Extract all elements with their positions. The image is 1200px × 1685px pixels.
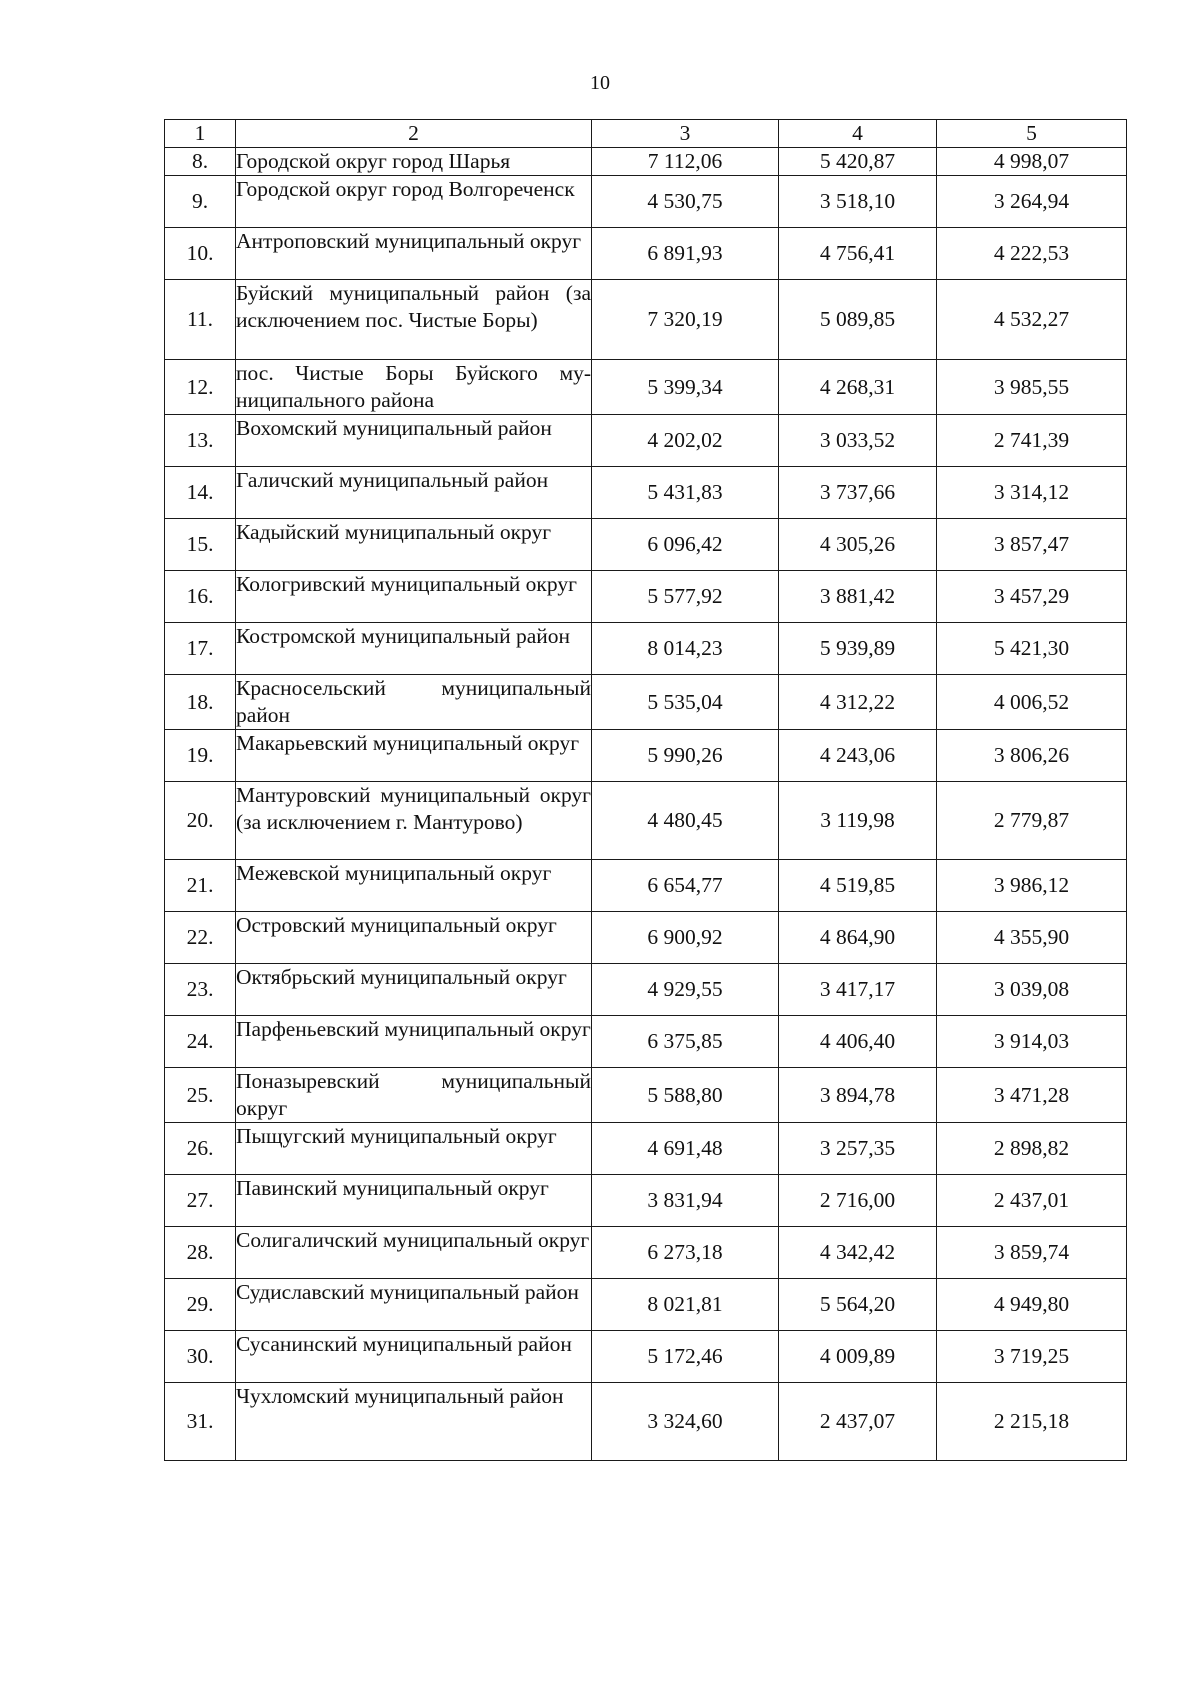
row-number-cell: 18. <box>165 675 236 730</box>
value-col4-cell: 4 305,26 <box>779 519 937 571</box>
municipality-name-cell: Павинский муниципальный округ <box>236 1175 592 1227</box>
header-cell-5: 5 <box>937 120 1127 148</box>
municipality-name-cell: Мантуровский муниципальный округ (за исключением г. Мантурово) <box>236 782 592 860</box>
value-col4-cell: 5 564,20 <box>779 1279 937 1331</box>
value-col3-cell: 5 431,83 <box>592 467 779 519</box>
table-body <box>165 148 1127 1461</box>
table-row <box>165 360 1127 415</box>
row-number-cell: 29. <box>165 1279 236 1331</box>
value-col5-cell: 3 914,03 <box>937 1016 1127 1068</box>
table-row <box>165 1123 1127 1175</box>
value-col3-cell: 4 691,48 <box>592 1123 779 1175</box>
municipality-name-cell: Антроповский муниципальный округ <box>236 228 592 280</box>
value-col4-cell: 4 009,89 <box>779 1331 937 1383</box>
value-col5-cell: 4 532,27 <box>937 280 1127 360</box>
row-number-cell: 19. <box>165 730 236 782</box>
municipality-name-cell: Макарьевский муниципальный округ <box>236 730 592 782</box>
table-row <box>165 176 1127 228</box>
header-row <box>165 120 1127 148</box>
table-row <box>165 912 1127 964</box>
value-col5-cell: 3 457,29 <box>937 571 1127 623</box>
table-row <box>165 730 1127 782</box>
value-col5-cell: 3 719,25 <box>937 1331 1127 1383</box>
value-col3-cell: 3 831,94 <box>592 1175 779 1227</box>
value-col3-cell: 6 273,18 <box>592 1227 779 1279</box>
value-col5-cell: 3 471,28 <box>937 1068 1127 1123</box>
data-table <box>164 119 1127 1461</box>
row-number-cell: 21. <box>165 860 236 912</box>
value-col5-cell: 5 421,30 <box>937 623 1127 675</box>
value-col5-cell: 3 857,47 <box>937 519 1127 571</box>
value-col3-cell: 7 112,06 <box>592 148 779 176</box>
municipality-name-cell: Островский муниципальный округ <box>236 912 592 964</box>
table-row <box>165 782 1127 860</box>
row-number-cell: 24. <box>165 1016 236 1068</box>
value-col3-cell: 5 577,92 <box>592 571 779 623</box>
header-cell-4: 4 <box>779 120 937 148</box>
value-col4-cell: 5 089,85 <box>779 280 937 360</box>
value-col3-cell: 8 021,81 <box>592 1279 779 1331</box>
row-number-cell: 15. <box>165 519 236 571</box>
table-row <box>165 1175 1127 1227</box>
value-col4-cell: 2 716,00 <box>779 1175 937 1227</box>
municipality-name-cell: Красносельский муниципальный район <box>236 675 592 730</box>
value-col5-cell: 4 355,90 <box>937 912 1127 964</box>
value-col4-cell: 5 420,87 <box>779 148 937 176</box>
table-row <box>165 860 1127 912</box>
value-col4-cell: 4 519,85 <box>779 860 937 912</box>
value-col5-cell: 2 741,39 <box>937 415 1127 467</box>
municipality-name-cell: Межевской муниципальный округ <box>236 860 592 912</box>
table-row <box>165 1279 1127 1331</box>
value-col3-cell: 5 990,26 <box>592 730 779 782</box>
row-number-cell: 13. <box>165 415 236 467</box>
municipality-name-cell: Чухломский муниципальный район <box>236 1383 592 1461</box>
table-row <box>165 1383 1127 1461</box>
value-col4-cell: 3 257,35 <box>779 1123 937 1175</box>
value-col3-cell: 7 320,19 <box>592 280 779 360</box>
value-col4-cell: 4 342,42 <box>779 1227 937 1279</box>
row-number-cell: 16. <box>165 571 236 623</box>
row-number-cell: 31. <box>165 1383 236 1461</box>
row-number-cell: 30. <box>165 1331 236 1383</box>
value-col4-cell: 4 406,40 <box>779 1016 937 1068</box>
value-col4-cell: 3 119,98 <box>779 782 937 860</box>
municipality-name-cell: пос. Чистые Боры Буйского муниципального района <box>236 360 592 415</box>
table-row <box>165 1068 1127 1123</box>
municipality-name-cell: Кадыйский муниципальный округ <box>236 519 592 571</box>
value-col4-cell: 4 756,41 <box>779 228 937 280</box>
row-number-cell: 12. <box>165 360 236 415</box>
value-col4-cell: 3 518,10 <box>779 176 937 228</box>
table-row <box>165 1227 1127 1279</box>
value-col3-cell: 4 480,45 <box>592 782 779 860</box>
value-col5-cell: 2 215,18 <box>937 1383 1127 1461</box>
row-number-cell: 8. <box>165 148 236 176</box>
value-col4-cell: 5 939,89 <box>779 623 937 675</box>
municipality-name-cell: Вохомский муниципальный район <box>236 415 592 467</box>
value-col5-cell: 3 314,12 <box>937 467 1127 519</box>
table-row <box>165 623 1127 675</box>
value-col4-cell: 3 417,17 <box>779 964 937 1016</box>
table-row <box>165 228 1127 280</box>
value-col4-cell: 3 894,78 <box>779 1068 937 1123</box>
table-row <box>165 280 1127 360</box>
municipality-name-cell: Галичский муниципальный район <box>236 467 592 519</box>
municipality-name-cell: Городской округ город Шарья <box>236 148 592 176</box>
municipality-name-cell: Октябрьский муниципальный округ <box>236 964 592 1016</box>
municipality-name-cell: Костромской муниципальный район <box>236 623 592 675</box>
table-row <box>165 964 1127 1016</box>
municipality-name-cell: Городской округ город Волгореченск <box>236 176 592 228</box>
table-row <box>165 1331 1127 1383</box>
municipality-name-cell: Буйский муниципальный район (за исключением пос. Чистые Боры) <box>236 280 592 360</box>
value-col3-cell: 3 324,60 <box>592 1383 779 1461</box>
table-row <box>165 675 1127 730</box>
table-row <box>165 148 1127 176</box>
header-cell-3: 3 <box>592 120 779 148</box>
value-col5-cell: 4 222,53 <box>937 228 1127 280</box>
row-number-cell: 28. <box>165 1227 236 1279</box>
value-col3-cell: 6 654,77 <box>592 860 779 912</box>
value-col5-cell: 2 437,01 <box>937 1175 1127 1227</box>
value-col4-cell: 4 312,22 <box>779 675 937 730</box>
value-col4-cell: 2 437,07 <box>779 1383 937 1461</box>
value-col3-cell: 8 014,23 <box>592 623 779 675</box>
value-col3-cell: 6 096,42 <box>592 519 779 571</box>
value-col5-cell: 3 264,94 <box>937 176 1127 228</box>
value-col5-cell: 3 806,26 <box>937 730 1127 782</box>
page-number: 10 <box>590 72 610 94</box>
value-col3-cell: 6 891,93 <box>592 228 779 280</box>
value-col5-cell: 3 859,74 <box>937 1227 1127 1279</box>
value-col4-cell: 4 268,31 <box>779 360 937 415</box>
municipality-name-cell: Кологривский муниципальный округ <box>236 571 592 623</box>
value-col4-cell: 4 864,90 <box>779 912 937 964</box>
value-col5-cell: 2 779,87 <box>937 782 1127 860</box>
value-col3-cell: 4 202,02 <box>592 415 779 467</box>
value-col5-cell: 3 985,55 <box>937 360 1127 415</box>
row-number-cell: 26. <box>165 1123 236 1175</box>
value-col3-cell: 4 530,75 <box>592 176 779 228</box>
value-col3-cell: 5 172,46 <box>592 1331 779 1383</box>
table-header <box>165 120 1127 148</box>
row-number-cell: 9. <box>165 176 236 228</box>
value-col3-cell: 5 535,04 <box>592 675 779 730</box>
municipality-name-cell: Пыщугский муниципальный округ <box>236 1123 592 1175</box>
municipality-name-cell: Поназыревский муниципальный округ <box>236 1068 592 1123</box>
row-number-cell: 22. <box>165 912 236 964</box>
row-number-cell: 14. <box>165 467 236 519</box>
value-col3-cell: 5 399,34 <box>592 360 779 415</box>
value-col5-cell: 4 998,07 <box>937 148 1127 176</box>
value-col5-cell: 3 039,08 <box>937 964 1127 1016</box>
header-cell-2: 2 <box>236 120 592 148</box>
municipality-name-cell: Парфеньевский муниципальный округ <box>236 1016 592 1068</box>
value-col5-cell: 3 986,12 <box>937 860 1127 912</box>
row-number-cell: 10. <box>165 228 236 280</box>
table-row <box>165 1016 1127 1068</box>
value-col5-cell: 2 898,82 <box>937 1123 1127 1175</box>
value-col3-cell: 6 375,85 <box>592 1016 779 1068</box>
value-col3-cell: 4 929,55 <box>592 964 779 1016</box>
value-col4-cell: 3 033,52 <box>779 415 937 467</box>
municipality-name-cell: Солигаличский муниципальный округ <box>236 1227 592 1279</box>
value-col3-cell: 5 588,80 <box>592 1068 779 1123</box>
row-number-cell: 20. <box>165 782 236 860</box>
row-number-cell: 23. <box>165 964 236 1016</box>
row-number-cell: 17. <box>165 623 236 675</box>
table-row <box>165 571 1127 623</box>
value-col3-cell: 6 900,92 <box>592 912 779 964</box>
municipality-name-cell: Сусанинский муниципальный район <box>236 1331 592 1383</box>
municipality-name-cell: Судиславский муниципальный район <box>236 1279 592 1331</box>
table-row <box>165 467 1127 519</box>
value-col4-cell: 3 881,42 <box>779 571 937 623</box>
row-number-cell: 25. <box>165 1068 236 1123</box>
header-cell-1: 1 <box>165 120 236 148</box>
row-number-cell: 11. <box>165 280 236 360</box>
table-row <box>165 519 1127 571</box>
value-col5-cell: 4 006,52 <box>937 675 1127 730</box>
value-col5-cell: 4 949,80 <box>937 1279 1127 1331</box>
value-col4-cell: 3 737,66 <box>779 467 937 519</box>
table-row <box>165 415 1127 467</box>
value-col4-cell: 4 243,06 <box>779 730 937 782</box>
row-number-cell: 27. <box>165 1175 236 1227</box>
